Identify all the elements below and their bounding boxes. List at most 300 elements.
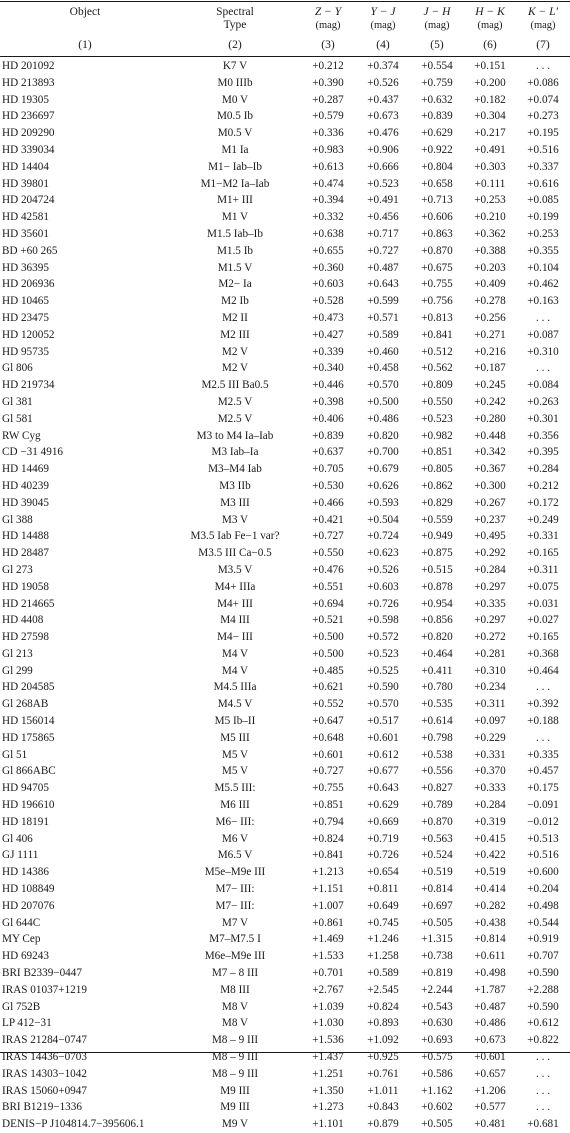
spectral-type: M4 V — [221, 647, 249, 660]
y-j-value: +0.724 — [367, 530, 399, 543]
object-name: HD 39045 — [2, 496, 49, 509]
object-name: Gl 644C — [2, 916, 41, 929]
h-k-value: +0.278 — [474, 295, 506, 308]
y-j-value: +0.669 — [367, 815, 399, 828]
spectral-type: M2 V — [221, 345, 249, 358]
h-k-value: +0.282 — [474, 899, 506, 912]
spectral-type: M2.5 V — [217, 412, 253, 425]
k-l-value: . . . — [536, 1067, 550, 1080]
j-h-value: +0.658 — [421, 177, 453, 190]
k-l-value: +0.590 — [527, 967, 559, 980]
object-name: Gl 213 — [2, 647, 33, 660]
j-h-value: +1.315 — [421, 933, 453, 946]
j-h-value: +0.697 — [421, 899, 453, 912]
spectral-type: M4.5 IIIa — [213, 681, 257, 694]
z-y-value: +0.694 — [312, 597, 344, 610]
object-name: HD 14469 — [2, 463, 49, 476]
spectral-type: M2 V — [221, 362, 249, 375]
table-row — [0, 243, 570, 260]
y-j-value: +0.476 — [367, 127, 399, 140]
h-k-value: +0.311 — [474, 698, 506, 711]
col-unit-k-l: (mag) — [530, 20, 556, 31]
spectral-type: M0 V — [221, 93, 249, 106]
h-k-value: +0.182 — [474, 93, 506, 106]
h-k-value: +0.151 — [474, 60, 506, 72]
object-name: HD 35601 — [2, 227, 49, 240]
table-row — [0, 696, 570, 713]
col-number-7: (7) — [536, 38, 550, 51]
table-row — [0, 797, 570, 814]
h-k-value: +0.814 — [474, 933, 506, 946]
col-number-3: (3) — [321, 38, 335, 51]
y-j-value: +2.545 — [367, 983, 399, 996]
y-j-value: +0.486 — [367, 412, 399, 425]
y-j-value: +0.458 — [367, 362, 399, 375]
table-row — [0, 612, 570, 629]
k-l-value: +0.175 — [527, 782, 559, 795]
k-l-value: . . . — [536, 60, 550, 72]
col-header-j-h: J − H — [423, 6, 451, 18]
z-y-value: +0.861 — [312, 916, 344, 929]
spectral-type: M2 II — [222, 311, 248, 324]
h-k-value: +0.280 — [474, 412, 506, 425]
z-y-value: +0.648 — [312, 731, 344, 744]
j-h-value: +0.819 — [421, 967, 453, 980]
z-y-value: +0.339 — [312, 345, 344, 358]
j-h-value: +2.244 — [421, 983, 453, 996]
k-l-value: −0.091 — [527, 799, 559, 812]
z-y-value: +0.500 — [312, 631, 344, 644]
object-name: HD 219734 — [2, 379, 55, 392]
z-y-value: +1.350 — [312, 1084, 344, 1097]
table-row — [0, 360, 570, 377]
spectral-type: M1− Iab–Ib — [208, 160, 262, 173]
z-y-value: +0.473 — [312, 311, 344, 324]
j-h-value: +0.629 — [421, 127, 453, 140]
z-y-value: +0.336 — [312, 127, 344, 140]
j-h-value: +0.856 — [421, 614, 453, 627]
k-l-value: +0.516 — [527, 849, 559, 862]
spectral-type: M5 V — [221, 765, 249, 778]
spectral-type: M3 IIb — [219, 479, 251, 492]
j-h-value: +0.411 — [421, 664, 453, 677]
spectral-type: M6 III — [220, 799, 250, 812]
k-l-value: +0.087 — [527, 328, 559, 341]
h-k-value: +0.284 — [474, 563, 506, 576]
k-l-value: . . . — [536, 1101, 550, 1114]
z-y-value: +0.427 — [312, 328, 344, 341]
z-y-value: +1.536 — [312, 1034, 344, 1047]
j-h-value: +0.512 — [421, 345, 453, 358]
z-y-value: +0.552 — [312, 698, 344, 711]
table-row — [0, 1066, 570, 1083]
k-l-value: +0.707 — [527, 950, 559, 963]
h-k-value: +0.519 — [474, 866, 506, 879]
h-k-value: +0.486 — [474, 1017, 506, 1030]
z-y-value: +0.406 — [312, 412, 344, 425]
y-j-value: +0.590 — [367, 681, 399, 694]
table-row — [0, 579, 570, 596]
h-k-value: +0.216 — [474, 345, 506, 358]
z-y-value: +0.601 — [312, 748, 344, 761]
col-number-6: (6) — [483, 38, 497, 51]
j-h-value: +0.505 — [421, 1118, 453, 1131]
table-row — [0, 881, 570, 898]
h-k-value: +0.245 — [474, 379, 506, 392]
k-l-value: +0.075 — [527, 580, 559, 593]
table-row — [0, 478, 570, 495]
k-l-value: +0.919 — [527, 933, 559, 946]
table-row — [0, 310, 570, 327]
object-name: HD 39801 — [2, 177, 49, 190]
y-j-value: +0.504 — [367, 513, 399, 526]
y-j-value: +0.679 — [367, 463, 399, 476]
k-l-value: +0.165 — [527, 631, 559, 644]
z-y-value: +1.533 — [312, 950, 344, 963]
object-name: HD 14404 — [2, 160, 49, 173]
table-row — [0, 982, 570, 999]
h-k-value: +0.234 — [474, 681, 506, 694]
j-h-value: +0.851 — [421, 446, 453, 459]
spectral-type: K7 V — [222, 60, 248, 72]
col-unit-h-k: (mag) — [477, 20, 503, 31]
h-k-value: +0.253 — [474, 194, 506, 207]
table-row — [0, 394, 570, 411]
object-name: Gl 752B — [2, 1000, 41, 1013]
spectral-type: M8 – 9 III — [211, 1034, 259, 1047]
table-row — [0, 646, 570, 663]
object-name: HD 108849 — [2, 883, 55, 896]
object-name: HD 207076 — [2, 899, 55, 912]
h-k-value: +0.409 — [474, 278, 506, 291]
k-l-value: +0.104 — [527, 261, 559, 274]
object-name: HD 236697 — [2, 110, 55, 123]
y-j-value: +0.374 — [367, 60, 399, 72]
spectral-type: M4 III — [220, 614, 250, 627]
k-l-value: +0.086 — [527, 76, 559, 89]
k-l-value: +0.457 — [527, 765, 559, 778]
k-l-value: +0.263 — [527, 395, 559, 408]
y-j-value: +0.925 — [367, 1051, 399, 1064]
table-row — [0, 1049, 570, 1066]
j-h-value: +0.550 — [421, 395, 453, 408]
z-y-value: +1.151 — [312, 883, 344, 896]
z-y-value: +1.469 — [312, 933, 344, 946]
j-h-value: +0.543 — [421, 1000, 453, 1013]
spectral-type: M7 V — [221, 916, 249, 929]
j-h-value: +0.755 — [421, 278, 453, 291]
y-j-value: +0.460 — [367, 345, 399, 358]
object-name: Gl 381 — [2, 395, 33, 408]
y-j-value: +1.258 — [367, 950, 399, 963]
table-row — [0, 915, 570, 932]
y-j-value: +0.603 — [367, 580, 399, 593]
spectral-type: M4 V — [221, 664, 249, 677]
object-name: IRAS 21284−0747 — [2, 1034, 87, 1047]
table-row — [0, 831, 570, 848]
y-j-value: +0.824 — [367, 1000, 399, 1013]
table-row — [0, 377, 570, 394]
object-name: IRAS 14436−0703 — [2, 1051, 87, 1064]
table-row — [0, 864, 570, 881]
z-y-value: +1.039 — [312, 1000, 344, 1013]
k-l-value: +0.516 — [527, 143, 559, 156]
z-y-value: +0.727 — [312, 765, 344, 778]
table-row — [0, 629, 570, 646]
j-h-value: +0.538 — [421, 748, 453, 761]
y-j-value: +0.437 — [367, 93, 399, 106]
object-name: HD 206936 — [2, 278, 55, 291]
table-row — [0, 528, 570, 545]
table-row — [0, 780, 570, 797]
table-row — [0, 512, 570, 529]
y-j-value: +0.626 — [367, 479, 399, 492]
table-body — [0, 58, 570, 1133]
object-name: HD 19305 — [2, 93, 49, 106]
col-header-z-y: Z − Y — [314, 6, 342, 18]
object-name: HD 69243 — [2, 950, 49, 963]
y-j-value: +0.523 — [367, 177, 399, 190]
h-k-value: +0.300 — [474, 479, 506, 492]
z-y-value: +0.398 — [312, 395, 344, 408]
y-j-value: +0.727 — [367, 244, 399, 257]
j-h-value: +0.814 — [421, 883, 453, 896]
col-header-spectral: Spectral — [216, 6, 254, 18]
y-j-value: +0.726 — [367, 849, 399, 862]
z-y-value: +0.851 — [312, 799, 344, 812]
spectral-type: M6− III: — [215, 815, 255, 828]
k-l-value: +0.616 — [527, 177, 559, 190]
k-l-value: +0.031 — [527, 597, 559, 610]
y-j-value: +0.601 — [367, 731, 399, 744]
spectral-type: M8 – 9 III — [211, 1067, 259, 1080]
k-l-value: +0.590 — [527, 1000, 559, 1013]
table-row — [0, 142, 570, 159]
k-l-value: . . . — [536, 1084, 550, 1097]
z-y-value: +0.551 — [312, 580, 344, 593]
table-row — [0, 192, 570, 209]
z-y-value: +0.579 — [312, 110, 344, 123]
object-name: Gl 581 — [2, 412, 33, 425]
z-y-value: +0.637 — [312, 446, 344, 459]
object-name: Gl 866ABC — [2, 765, 56, 778]
j-h-value: +0.630 — [421, 1017, 453, 1030]
h-k-value: +0.331 — [474, 748, 506, 761]
y-j-value: +0.487 — [367, 261, 399, 274]
z-y-value: +0.655 — [312, 244, 344, 257]
y-j-value: +0.654 — [367, 866, 399, 879]
z-y-value: +0.530 — [312, 479, 344, 492]
col-header-y-j: Y − J — [370, 6, 396, 18]
object-name: HD 156014 — [2, 715, 55, 728]
spectral-type: M3.5 III Ca−0.5 — [198, 547, 272, 560]
h-k-value: +0.237 — [474, 513, 506, 526]
object-name: HD 94705 — [2, 782, 49, 795]
spectral-type: M3.5 V — [217, 563, 253, 576]
h-k-value: +0.342 — [474, 446, 506, 459]
j-h-value: +0.798 — [421, 731, 453, 744]
j-h-value: +0.632 — [421, 93, 453, 106]
j-h-value: +0.575 — [421, 1051, 453, 1064]
y-j-value: +1.246 — [367, 933, 399, 946]
h-k-value: +0.448 — [474, 429, 506, 442]
j-h-value: +0.780 — [421, 681, 453, 694]
k-l-value: +0.310 — [527, 345, 559, 358]
h-k-value: +0.577 — [474, 1101, 506, 1114]
object-name: BRI B1219−1336 — [2, 1101, 82, 1114]
object-name: HD 40239 — [2, 479, 49, 492]
k-l-value: +0.335 — [527, 748, 559, 761]
y-j-value: +0.589 — [367, 328, 399, 341]
table-row — [0, 847, 570, 864]
col-number-2: (2) — [228, 38, 242, 51]
table-row — [0, 898, 570, 915]
k-l-value: +0.085 — [527, 194, 559, 207]
h-k-value: +0.657 — [474, 1067, 506, 1080]
object-name: HD 175865 — [2, 731, 55, 744]
j-h-value: +0.827 — [421, 782, 453, 795]
z-y-value: +0.421 — [312, 513, 344, 526]
spectral-type: M2− Ia — [218, 278, 252, 291]
spectral-type: M7–M7.5 I — [209, 933, 261, 946]
k-l-value: +0.464 — [527, 664, 559, 677]
k-l-value: +0.311 — [527, 563, 559, 576]
j-h-value: +1.162 — [421, 1084, 453, 1097]
j-h-value: +0.839 — [421, 110, 453, 123]
k-l-value: +0.462 — [527, 278, 559, 291]
j-h-value: +0.523 — [421, 412, 453, 425]
object-name: IRAS 15060+0947 — [2, 1084, 87, 1097]
object-name: HD 19058 — [2, 580, 49, 593]
h-k-value: +0.256 — [474, 311, 506, 324]
object-name: HD 204585 — [2, 681, 55, 694]
z-y-value: +0.794 — [312, 815, 344, 828]
y-j-value: +0.571 — [367, 311, 399, 324]
y-j-value: +0.843 — [367, 1101, 399, 1114]
object-name: HD 196610 — [2, 799, 55, 812]
spectral-type: M3–M4 Iab — [208, 463, 262, 476]
y-j-value: +0.593 — [367, 496, 399, 509]
j-h-value: +0.870 — [421, 815, 453, 828]
h-k-value: +0.210 — [474, 211, 506, 224]
z-y-value: +0.340 — [312, 362, 344, 375]
k-l-value: +0.498 — [527, 899, 559, 912]
spectral-type: M2 Ib — [221, 295, 249, 308]
j-h-value: +0.559 — [421, 513, 453, 526]
spectral-type: M9 V — [221, 1118, 249, 1131]
col-number-4: (4) — [376, 38, 390, 51]
spectral-type: M2.5 V — [217, 395, 253, 408]
h-k-value: +0.388 — [474, 244, 506, 257]
h-k-value: +0.481 — [474, 1118, 506, 1131]
spectral-type: M2.5 III Ba0.5 — [201, 379, 269, 392]
h-k-value: +0.415 — [474, 832, 506, 845]
object-name: CD −31 4916 — [2, 446, 64, 459]
y-j-value: +0.811 — [367, 883, 399, 896]
y-j-value: +0.598 — [367, 614, 399, 627]
z-y-value: +1.030 — [312, 1017, 344, 1030]
spectral-type: M7 – 8 III — [211, 967, 259, 980]
z-y-value: +0.485 — [312, 664, 344, 677]
object-name: MY Cep — [2, 933, 41, 946]
spectral-type: M2 III — [220, 328, 250, 341]
k-l-value: . . . — [536, 681, 550, 694]
j-h-value: +0.922 — [421, 143, 453, 156]
object-name: HD 209290 — [2, 127, 55, 140]
object-name: HD 14386 — [2, 866, 49, 879]
y-j-value: +0.526 — [367, 76, 399, 89]
k-l-value: +0.084 — [527, 379, 559, 392]
h-k-value: +0.267 — [474, 496, 506, 509]
z-y-value: +0.528 — [312, 295, 344, 308]
table-row — [0, 730, 570, 747]
spectral-type: M4+ III — [217, 597, 253, 610]
h-k-value: +0.422 — [474, 849, 506, 862]
h-k-value: +0.111 — [474, 177, 506, 190]
k-l-value: +0.074 — [527, 93, 559, 106]
k-l-value: +0.027 — [527, 614, 559, 627]
h-k-value: +1.206 — [474, 1084, 506, 1097]
j-h-value: +0.519 — [421, 866, 453, 879]
z-y-value: +0.841 — [312, 849, 344, 862]
table-row — [0, 176, 570, 193]
j-h-value: +0.505 — [421, 916, 453, 929]
object-name: HD 213893 — [2, 76, 55, 89]
spectral-type: M5 V — [221, 748, 249, 761]
k-l-value: +0.600 — [527, 866, 559, 879]
k-l-value: +0.284 — [527, 463, 559, 476]
table-row — [0, 411, 570, 428]
object-name: GJ 1111 — [2, 849, 39, 862]
table-row — [0, 209, 570, 226]
h-k-value: +0.601 — [474, 1051, 506, 1064]
y-j-value: +0.643 — [367, 782, 399, 795]
h-k-value: +0.498 — [474, 967, 506, 980]
h-k-value: +0.271 — [474, 328, 506, 341]
z-y-value: +1.437 — [312, 1051, 344, 1064]
h-k-value: +0.297 — [474, 614, 506, 627]
table-row — [0, 562, 570, 579]
k-l-value: +0.681 — [527, 1118, 559, 1131]
h-k-value: +0.200 — [474, 76, 506, 89]
col-sub-type: Type — [223, 19, 247, 31]
spectral-type: M9 III — [220, 1084, 250, 1097]
j-h-value: +0.602 — [421, 1101, 453, 1114]
object-name: HD 4408 — [2, 614, 44, 627]
z-y-value: +0.701 — [312, 967, 344, 980]
y-j-value: +0.761 — [367, 1067, 399, 1080]
j-h-value: +0.820 — [421, 631, 453, 644]
table-row — [0, 999, 570, 1016]
table-row — [0, 159, 570, 176]
y-j-value: +0.623 — [367, 547, 399, 560]
j-h-value: +0.554 — [421, 60, 453, 72]
spectral-type: M3 to M4 Ia–Iab — [196, 429, 274, 442]
object-name: DENIS−P J104814.7−395606.1 — [2, 1118, 145, 1131]
k-l-value: +0.301 — [527, 412, 559, 425]
spectral-type: M1−M2 Ia–Iab — [200, 177, 270, 190]
y-j-value: +0.589 — [367, 967, 399, 980]
table-row — [0, 679, 570, 696]
table-row — [0, 125, 570, 142]
j-h-value: +0.841 — [421, 328, 453, 341]
spectral-type: M5 Ib–II — [214, 715, 256, 728]
table-row — [0, 545, 570, 562]
z-y-value: +0.446 — [312, 379, 344, 392]
z-y-value: +1.251 — [312, 1067, 344, 1080]
spectral-type: M6 V — [221, 832, 249, 845]
y-j-value: +0.673 — [367, 110, 399, 123]
